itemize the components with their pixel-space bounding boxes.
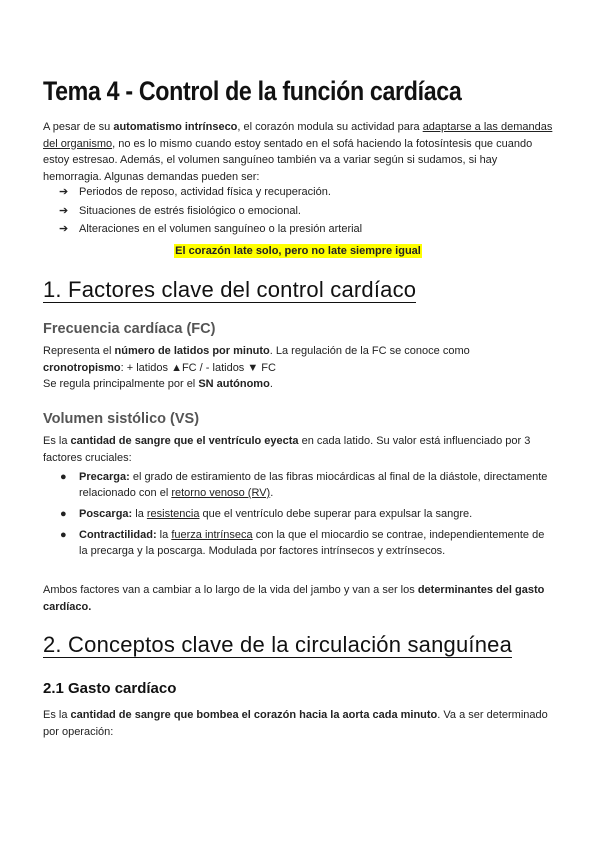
section-2-heading: 2. Conceptos clave de la circulación sanguínea [43, 632, 513, 657]
bullet-icon: ● [60, 508, 67, 520]
vs-closing-paragraph: Ambos factores van a cambiar a lo largo de la vida del jambo y van a ser los determinantes del gasto cardíaco. [43, 584, 545, 613]
highlight-text: El corazón late solo, pero no late siempre igual [175, 245, 421, 257]
list-item: ● Contractilidad: la fuerza intrínseca con la que el miocardio se contrae, independientemente de la precarga y la poscarga. Modulada por factores intrínsecos y extrínsecos. [60, 529, 545, 557]
arrow-icon: ➔ [59, 223, 69, 235]
list-item: ➔ Alteraciones en el volumen sanguíneo o la presión arterial [43, 220, 553, 239]
list-item: ➔ Periodos de reposo, actividad física y recuperación. [43, 183, 553, 202]
demands-list [43, 183, 553, 239]
bullet-icon: ● [60, 529, 67, 541]
vs-paragraph: Es la cantidad de sangre que el ventrículo eyecta en cada latido. Su valor está influenciado por 3 factores cruciales: [43, 435, 531, 464]
list-item: ➔ Situaciones de estrés fisiológico o emocional. [43, 202, 553, 221]
highlight-line [43, 241, 553, 259]
automatismo-term: automatismo intrínseco [113, 121, 238, 133]
list-item: ● Precarga: el grado de estiramiento de las fibras miocárdicas al final de la diástole, directamente relacionado con el retorno venoso (RV). [60, 471, 548, 499]
section-1-heading: 1. Factores clave del control cardíaco [43, 277, 417, 302]
vs-factors-list [43, 469, 553, 564]
bullet-icon: ● [60, 471, 67, 483]
arrow-icon: ➔ [59, 204, 69, 217]
adaptarse-term: adaptarse a las demandas del organismo [43, 121, 553, 150]
fc-heading: Frecuencia cardíaca (FC) [43, 321, 216, 337]
gasto-cardiaco-heading: 2.1 Gasto cardíaco [43, 680, 177, 697]
gasto-cardiaco-paragraph: Es la cantidad de sangre que bombea el corazón hacia la aorta cada minuto. Va a ser determinado por operación: [43, 709, 548, 738]
page-title: Tema 4 - Control de la función cardíaca [43, 76, 462, 106]
arrow-icon: ➔ [59, 186, 69, 198]
list-item: ● Poscarga: la resistencia que el ventrículo debe superar para expulsar la sangre. [60, 508, 473, 520]
vs-heading: Volumen sistólico (VS) [43, 411, 200, 427]
intro-paragraph: A pesar de su automatismo intrínseco, el corazón modula su actividad para adaptarse a las demandas del organismo, no es lo mismo cuando estoy sentado en el sofá haciendo la fotosíntesis que cuando estoy estresao. Además, el volumen sanguíneo también va a variar según si sudamos, si hay hemorragia. Algunas demandas pueden ser: [43, 121, 553, 183]
fc-paragraph: Representa el número de latidos por minuto. La regulación de la FC se conoce como cronotropismo: + latidos ▲FC / - latidos ▼ FC Se regula principalmente por el SN autónomo. [43, 345, 470, 390]
